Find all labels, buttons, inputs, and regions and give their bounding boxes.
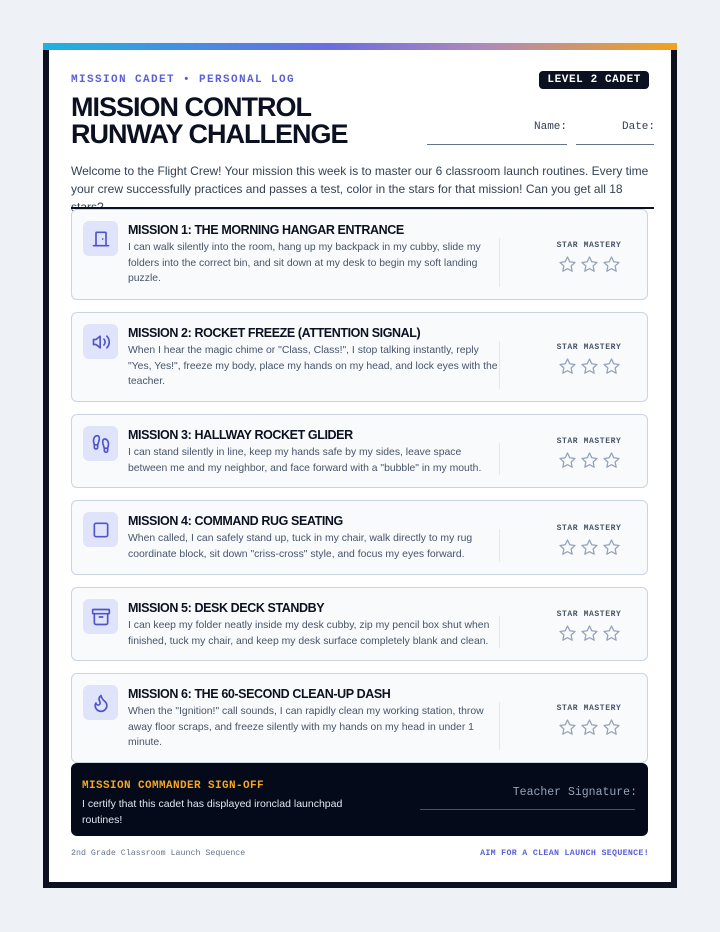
date-label: Date:: [622, 121, 656, 133]
gradient-top-bar: [43, 43, 677, 50]
date-field[interactable]: [576, 144, 654, 145]
star-mastery-label: STAR MASTERY: [556, 240, 622, 250]
mission-title: MISSION 1: THE MORNING HANGAR ENTRANCE: [128, 223, 404, 237]
mission-title: MISSION 5: DESK DECK STANDBY: [128, 601, 325, 615]
star-icon[interactable]: [580, 718, 599, 737]
name-field[interactable]: [427, 144, 567, 145]
star-icon[interactable]: [580, 255, 599, 274]
star-icon[interactable]: [558, 538, 577, 557]
star-icon[interactable]: [602, 357, 621, 376]
square-icon: [83, 512, 118, 547]
star-rating: [531, 718, 647, 737]
title-line-1: MISSION CONTROL: [71, 92, 311, 122]
star-mastery-label: STAR MASTERY: [556, 523, 622, 533]
signoff-title: MISSION COMMANDER SIGN-OFF: [82, 780, 265, 792]
star-mastery-label: STAR MASTERY: [556, 704, 622, 713]
star-icon[interactable]: [580, 357, 599, 376]
star-rating: [531, 255, 647, 274]
star-icon[interactable]: [602, 718, 621, 737]
star-icon[interactable]: [602, 255, 621, 274]
door-icon: [83, 221, 118, 256]
intro-paragraph: Welcome to the Flight Crew! Your mission this week is to master our 6 classroom launch routines. Every time your crew successfully practices and passes a test, color in the stars for that mission! Can you get all 18: [71, 164, 649, 196]
star-icon[interactable]: [558, 451, 577, 470]
star-icon[interactable]: [558, 624, 577, 643]
star-icon[interactable]: [558, 357, 577, 376]
mission-card: [71, 500, 648, 575]
archive-box-icon: [83, 599, 118, 634]
mission-description: I can keep my folder neatly inside my desk cubby, zip my pencil box shut when finished, tuck my chair, and keep my desk surface completely blank and clean.: [128, 620, 490, 647]
mission-card: [71, 312, 648, 402]
mission-card: [71, 673, 648, 763]
level-badge: LEVEL 2 CADET: [539, 71, 649, 89]
mission-description: When the "Ignition!" call sounds, I can rapidly clean my working station, throw away floor scraps, and freeze silently with my hands on my head in under 1 minute.: [128, 706, 484, 749]
page-title: [71, 94, 348, 148]
mission-separator: [499, 529, 500, 562]
mission-title: MISSION 3: HALLWAY ROCKET GLIDER: [128, 428, 353, 442]
star-rating: [531, 357, 647, 376]
star-icon[interactable]: [602, 624, 621, 643]
flame-icon: [83, 685, 118, 720]
mission-title: MISSION 6: THE 60-SECOND CLEAN-UP DASH: [128, 687, 391, 701]
eyebrow-label: MISSION CADET • PERSONAL LOG: [71, 74, 296, 86]
mission-separator: [499, 616, 500, 648]
speaker-icon: [83, 324, 118, 359]
signature-label: Teacher Signature:: [512, 786, 637, 799]
mission-card: [71, 587, 648, 661]
star-icon[interactable]: [558, 718, 577, 737]
footer-right-text: AIM FOR A CLEAN LAUNCH SEQUENCE!: [480, 849, 649, 858]
star-icon[interactable]: [602, 538, 621, 557]
star-icon[interactable]: [602, 451, 621, 470]
title-line-2: RUNWAY CHALLENGE: [71, 119, 348, 149]
star-rating: [531, 451, 647, 470]
star-mastery-label: STAR MASTERY: [556, 437, 622, 446]
mission-description: When I hear the magic chime or "Class, Class!", I stop talking instantly, reply "Yes, Yes!", freeze my body, place my hands on my head, and lock eyes with the teacher.: [128, 345, 498, 388]
mission-card: [71, 209, 648, 300]
mission-title: MISSION 2: ROCKET FREEZE (ATTENTION SIGNAL): [128, 326, 421, 340]
signoff-text: I certify that this cadet has displayed ironclad launchpad routines!: [82, 798, 343, 826]
signoff-panel: [71, 763, 648, 836]
star-rating: [531, 624, 647, 643]
signature-field[interactable]: [420, 809, 635, 810]
mission-separator: [499, 238, 500, 287]
mission-separator: [499, 341, 500, 389]
star-rating: [531, 538, 647, 557]
mission-separator: [499, 443, 500, 475]
name-label: Name:: [534, 121, 568, 133]
star-icon[interactable]: [580, 624, 599, 643]
star-mastery-label: STAR MASTERY: [556, 610, 622, 619]
star-icon[interactable]: [580, 451, 599, 470]
mission-title: MISSION 4: COMMAND RUG SEATING: [128, 514, 343, 528]
star-icon[interactable]: [558, 255, 577, 274]
mission-description: When called, I can safely stand up, tuck in my chair, walk directly to my rug coordinate block, sit down "criss-cross" style, and focus my eyes forward.: [128, 533, 473, 560]
footprints-icon: [83, 426, 118, 461]
star-icon[interactable]: [580, 538, 599, 557]
mission-description: I can walk silently into the room, hang up my backpack in my cubby, slide my folders into the correct bin, and sit down at my desk to begin my soft landing puzzle.: [128, 242, 481, 285]
worksheet: [43, 43, 677, 888]
footer-left-text: 2nd Grade Classroom Launch Sequence: [71, 849, 246, 858]
mission-card: [71, 414, 648, 488]
star-mastery-label: STAR MASTERY: [556, 343, 622, 352]
mission-description: I can stand silently in line, keep my hands safe by my sides, leave space between me and my neighbor, and face forward with a "bubble" in my mouth.: [128, 447, 482, 474]
mission-separator: [499, 702, 500, 750]
